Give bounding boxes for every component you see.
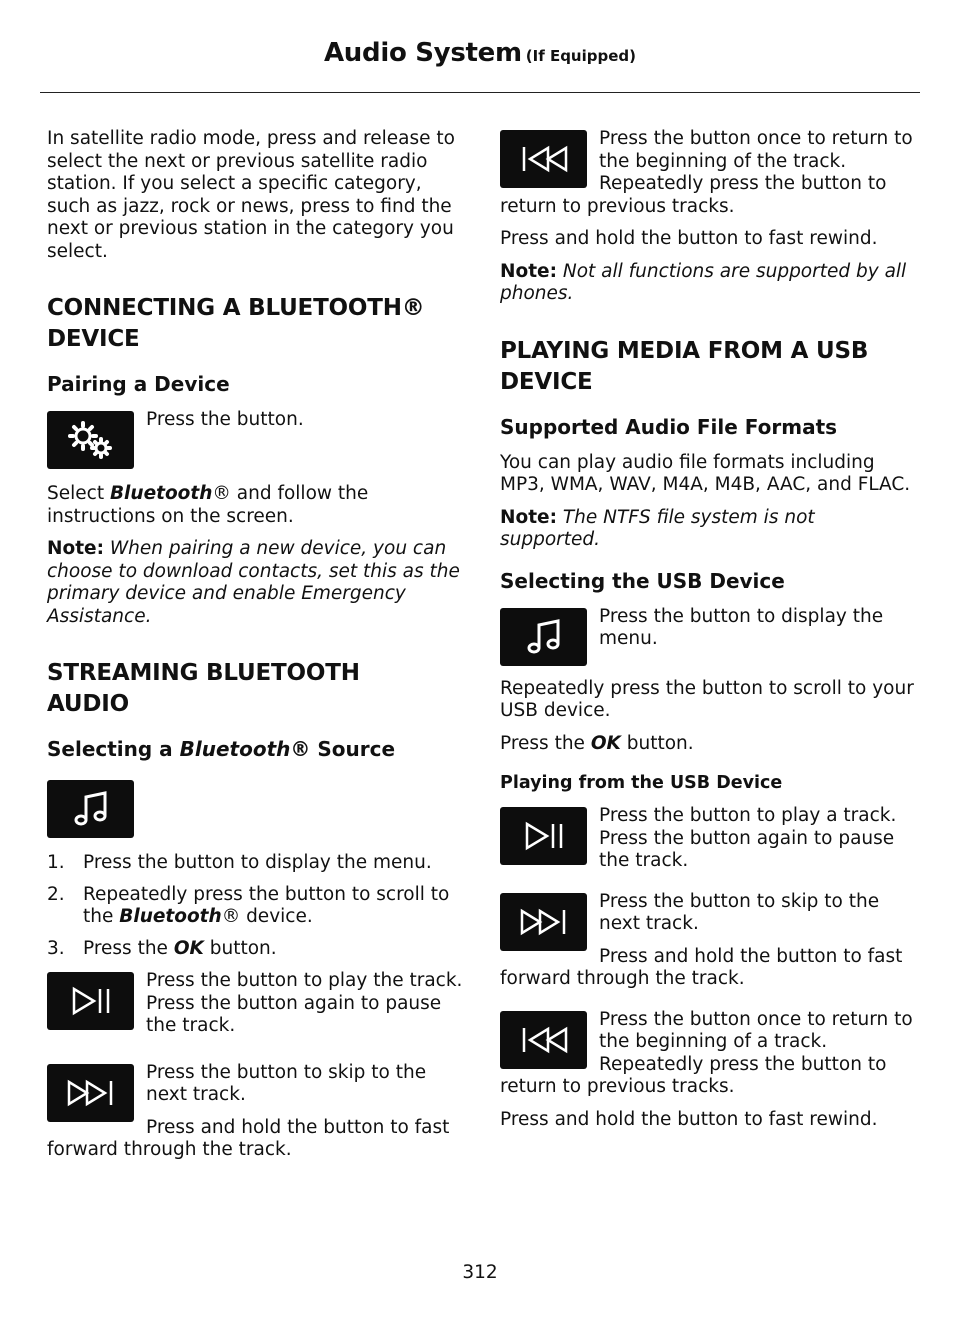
select-bluetooth-text: Select Bluetooth® and follow the instructions on the screen. (47, 483, 369, 527)
usb-rewind-text: Press and hold the button to fast rewind. (500, 1108, 878, 1130)
bt-rewind-text: Press and hold the button to fast rewind. (500, 228, 878, 249)
play-usb-heading: Playing from the USB Device (500, 773, 783, 793)
usb-ff-text: Press and hold the button to fast forward through the track. (500, 945, 903, 989)
usb-scroll-text: Repeatedly press the button to scroll to your USB device. (500, 677, 914, 721)
bt-prev-text: Press the button once to return to the beginning of the track. Repeatedly press the button to return to previous tracks. (500, 128, 913, 217)
bt-skip-text: Press the button to skip to the next track. (146, 1061, 427, 1105)
usb-ok-text: Press the OK button. (500, 732, 694, 754)
skip-forward-icon (500, 893, 587, 951)
music-note-icon (47, 780, 134, 838)
page-title: Audio System (323, 38, 522, 68)
usb-prev-text: Press the button once to return to the beginning of a track. Repeatedly press the button to return to previous tracks. (500, 1008, 913, 1097)
gears-icon (47, 411, 134, 469)
list-item: 2. Repeatedly press the button to scroll to the Bluetooth® device. (47, 883, 450, 927)
source-heading: Selecting a Bluetooth® Source (47, 737, 396, 761)
play-pause-icon (500, 807, 587, 865)
bt-ff-text: Press and hold the button to fast forward through the track. (47, 1116, 450, 1160)
ntfs-note: Note: The NTFS file system is not supported. (500, 506, 815, 550)
page-header (40, 38, 920, 93)
pairing-heading: Pairing a Device (47, 372, 230, 396)
usb-menu-text: Press the button to display the menu. (599, 605, 884, 649)
select-usb-heading: Selecting the USB Device (500, 568, 785, 593)
pairing-note: Note: When pairing a new device, you can choose to download contacts, set this as the primary device and enable Emergency Assistance. (47, 538, 460, 627)
page-subtitle: (If Equipped) (525, 47, 636, 65)
list-item: 1. Press the button to display the menu. (47, 852, 432, 873)
phones-note: Note: Not all functions are supported by all phones. (500, 260, 907, 304)
bt-play-text: Press the button to play the track. Press the button again to pause the track. (146, 970, 463, 1036)
left-column (47, 128, 467, 1172)
formats-text: You can play audio file formats including MP3, WMA, WAV, M4A, M4B, AAC, and FLAC. (500, 451, 911, 495)
streaming-heading: STREAMING BLUETOOTH AUDIO (47, 660, 360, 717)
usb-skip-text: Press the button to skip to the next track. (599, 890, 880, 934)
page-number: 312 (462, 1262, 498, 1283)
pairing-text: Press the button. (146, 409, 304, 430)
formats-heading: Supported Audio File Formats (500, 414, 838, 439)
usb-play-text: Press the button to play a track. Press the button again to pause the track. (599, 805, 897, 871)
satellite-intro: In satellite radio mode, press and release to select the next or previous satellite radio station. If you select a specific category, such as jazz, rock or news, press to find the next or previous station in the category you select. (47, 128, 455, 262)
music-note-icon (500, 608, 587, 666)
right-column (500, 128, 920, 1141)
list-item: 3. Press the OK button. (47, 937, 277, 959)
connecting-heading: CONNECTING A BLUETOOTH® DEVICE (47, 295, 425, 352)
bluetooth-steps (47, 852, 467, 960)
usb-heading: PLAYING MEDIA FROM A USB DEVICE (500, 337, 869, 395)
skip-forward-icon (47, 1064, 134, 1122)
skip-back-icon (500, 1011, 587, 1069)
play-pause-icon (47, 972, 134, 1030)
skip-back-icon (500, 130, 587, 188)
